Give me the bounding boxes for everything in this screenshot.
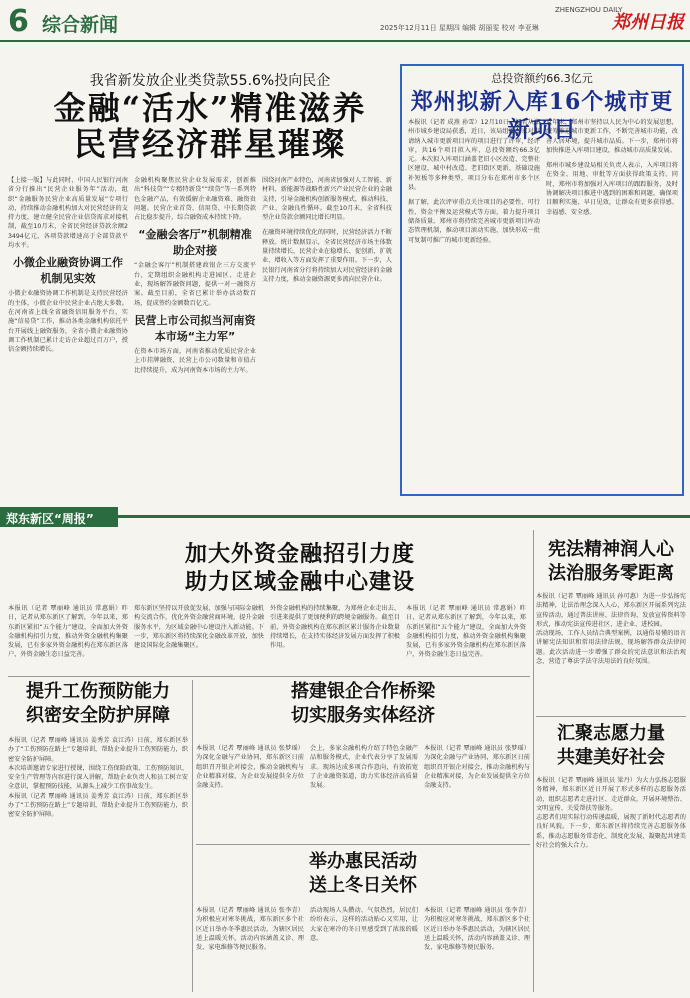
masthead xyxy=(0,0,690,42)
lead-headline-line2: 民营经济群星璀璨 xyxy=(73,125,346,163)
feature-box xyxy=(400,64,684,496)
page-number: 6 xyxy=(8,4,29,39)
feature-column-1: 本报讯（记者 成燕 孙雪）12月10日，记者从郑州市城乡建设局获悉，近日，该局组织专家对申请纳入城市更新项目库的项目进行了评审，经评审，共16个项目拟入库，总投资额约66.3亿元。本次拟入库项目涵盖老旧小区改造、完整社区建设、城中村改造、老旧街区更新、基础设施补短板等多种类型，项目分布在郑州市多个区县。 据了解，此次评审重点关注项目的必要性、可行性、资金平衡及运营模式等方面，着力提升项目储备质量。郑州市将持续完善城市更新项目库动态管理机制，推动项目滚动实施，加快形成一批可复制可推广的城市更新经验。 xyxy=(408,119,540,244)
law-body: 本报讯（记者 覃丽峰 通讯员 孙可惠）为进一步弘扬宪法精神，让法治理念深入人心，郑东新区开展系列宪法宣传活动，通过普法讲座、法律咨询、发放宣传资料等形式，推动宪法宣传进社区、进企业、进校园。 活动现场，工作人员结合典型案例，以通俗易懂的语言讲解宪法知识和常用法律法规，现场解答群众法律问题。此次活动进一步增强了群众的宪法意识和法治观念，营造了尊法学法守法用法的良好氛围。 xyxy=(536,593,686,666)
warmth-col-1: 本报讯（记者 覃丽峰 通讯员 张李青）为积极应对寒冬挑战，郑东新区多个社区近日举办冬季惠民活动，为辖区居民送上温暖关怀，活动内容涵盖义诊、理发、家电维修等便民服务。 xyxy=(196,907,304,952)
section-banner-rule xyxy=(118,515,690,518)
bank-col-3: 本报讯（记者 覃丽峰 通讯员 张梦瑶）为深化金融与产业协同，郑东新区日前组织召开银企对接会，推动金融机构与企业精准对接，为企业发展提供全方位金融支持。 xyxy=(424,745,530,790)
warmth-col-2: 活动现场人头攒动、气氛热烈，居民们纷纷表示，这样的活动贴心又实用，让大家在寒冷的冬日里感受到了浓浓的暖意。 xyxy=(310,907,418,942)
bank-col-1: 本报讯（记者 覃丽峰 通讯员 张梦瑶）为深化金融与产业协同，郑东新区日前组织召开银企对接会，推动金融机构与企业精准对接，为企业发展提供全方位金融支持。 xyxy=(196,745,304,790)
volunteer-body: 本报讯（记者 覃丽峰 通讯员 梁丹）为大力弘扬志愿服务精神，郑东新区近日开展了形式多样的志愿服务活动，组织志愿者走进社区、走近群众，开展环境整治、文明宣传、关爱帮扶等服务。 志愿者们用实际行动传递温暖，展现了新时代志愿者的良好风貌。下一步，郑东新区将持续完善志愿服务体系，推动志愿服务常态化、制度化发展，凝聚起共建美好社会的强大合力。 xyxy=(536,777,686,850)
date-meta: 2025年12月11日 星期四 编辑 胡丽雯 校对 李亚琳 xyxy=(380,24,539,32)
feature-column-2: 近年来，郑州市坚持以人民为中心的发展思想，统筹推进城市更新工作，不断完善城市功能，改善人居环境，提升城市品质。下一步，郑州市将加快推进入库项目建设，推动城市高质量发展。 郑州市城乡建设局相关负责人表示，入库项目将在资金、用地、审批等方面获得政策支持。同时，郑州市将加强对入库项目的跟踪服务，及时协调解决项目推进中遇到的困难和问题，确保项目顺利实施、早日见效，让群众有更多获得感、幸福感、安全感。 xyxy=(546,119,678,216)
feature-kicker: 总投资额约66.3亿元 xyxy=(491,72,593,85)
lead-headline xyxy=(30,90,390,168)
lead-column-2: 金融机构聚焦民营企业发展需求，创新推出“科技贷”“专精特新贷”“续贷”等一系列特色金融产品，有效缓解企业融资难、融资贵问题。民营企业首贷、信用贷、中长期贷款占比稳步提升，综合融资成本持续下降。 “金融会客厅”机制精准助企对接 “金融会客厅”机制搭建政银企三方交流平台，定期组织金融机构走进园区、走进企业，现场解答融资问题，提供一对一融资方案。截至目前，全省已累计举办活动数百场，促成签约金额数百亿元。 民营上市公司拟当河南资本市场“主力军” 在资本市场方面，河南省推动优质民营企业上市挂牌融资，民营上市公司数量和市值占比持续提升，成为河南资本市场的主力军。 xyxy=(134,177,256,374)
row-rule xyxy=(196,844,530,845)
finance-col-4: 本报讯（记者 覃丽峰 通讯员 常惠娟）昨日，记者从郑东新区了解到，今年以来，郑东新区紧扣“五个能力”建设，全面加大外资金融机构招引力度，推动外资金融机构集聚发展，已有多家外资金融机构在郑东新区落户，外资金融生态日益完善。 xyxy=(406,605,526,659)
paper-latin-name: ZHENGZHOU DAILY xyxy=(555,6,623,14)
warmth-headline: 举办惠民活动 送上冬日关怀 xyxy=(309,851,417,896)
finance-col-3: 外资金融机构的持续集聚，为郑州企业走出去、引进来提供了更加便利的跨境金融服务。截至目前，外资金融机构在郑东新区累计服务企业数量持续增长，在支持实体经济发展方面发挥了积极作用。 xyxy=(270,605,400,650)
finance-headline: 加大外资金融招引力度 助力区域金融中心建设 xyxy=(184,541,415,595)
column-rule xyxy=(533,530,534,992)
volunteer-headline: 汇聚志愿力量 共建美好社会 xyxy=(557,723,665,768)
row-rule xyxy=(536,716,686,717)
bank-headline: 搭建银企合作桥梁 切实服务实体经济 xyxy=(291,681,435,726)
column-rule xyxy=(192,680,193,992)
warmth-col-3: 本报讯（记者 覃丽峰 通讯员 张李青）为积极应对寒冬挑战，郑东新区多个社区近日举办冬季惠民活动，为辖区居民送上温暖关怀，活动内容涵盖义诊、理发、家电维修等便民服务。 xyxy=(424,907,530,952)
injury-headline: 提升工伤预防能力 织密安全防护屏障 xyxy=(26,681,170,726)
finance-col-1: 本报讯（记者 覃丽峰 通讯员 常惠娟）昨日，记者从郑东新区了解到，今年以来，郑东新区紧扣“五个能力”建设，全面加大外资金融机构招引力度，推动外资金融机构集聚发展，已有多家外资金融机构在郑东新区落户，外资金融生态日益完善。 xyxy=(8,605,128,659)
lead-column-1: 【上接一版】与此同时，中国人民银行河南省分行推出“民营企业服务年”活动，组织“金融服务民营企业高质量发展”专项行动，持续推动金融机构加大对民营经济的支持力度，建立健全民营企业信贷需求对接机制，截至10月末，全省民营经济贷款余额23494亿元，各项贷款增速高于全部贷款平均水平。 小微企业融资协调工作机制见实效 小微企业融资协调工作机制是支持民营经济的主体，小微企业中民营企业占绝大多数。在河南省上线全省融资信用服务平台，实施“信易贷”工作，推动各类金融机构依托平台开展线上融资服务，全省小微企业融资协调工作机制已累计走访企业超过百万户，授信金额持续增长。 xyxy=(8,177,128,354)
law-headline: 宪法精神润人心 法治服务零距离 xyxy=(548,539,674,584)
lead-kicker: 我省新发放企业类贷款55.6%投向民企 xyxy=(89,73,331,88)
lead-headline-line1: 金融“活水”精准滋养 xyxy=(53,90,367,127)
finance-col-2: 郑东新区坚持以开放促发展，加强与国际金融机构交流合作，优化外资金融营商环境，提升金融服务水平，为区域金融中心建设注入新动能。下一步，郑东新区将持续深化金融改革开放，加快建设国际化金融集聚区。 xyxy=(134,605,264,650)
lead-column-3: 围绕河南产业特色，河南省加强对人工智能、新材料、新能源等战略性新兴产业民营企业的金融支持，引导金融机构创新服务模式，推动科技、产业、金融良性循环。截至10月末，全省科技型企业贷款余额同比增长明显。 在融资环境持续优化的同时，民营经济活力不断释放。统计数据显示，全省民营经济市场主体数量持续增长，民营企业在稳增长、促创新、扩就业、增收入等方面发挥了重要作用。下一步，人民银行河南省分行将持续加大对民营经济的金融支持力度，推动金融资源更多流向民营企业。 xyxy=(262,177,392,283)
section-banner: 郑东新区“周报” xyxy=(0,507,118,527)
lead-subhead-3: 民营上市公司拟当河南资本市场“主力军” xyxy=(134,313,256,343)
lead-subhead-1: 小微企业融资协调工作机制见实效 xyxy=(13,256,123,286)
newspaper-logo: 郑州日报 xyxy=(612,12,684,33)
injury-body: 本报讯（记者 覃丽峰 通讯员 姜秀芳 袁江涛）日前，郑东新区举办了“工伤预防在路上”专题培训，帮助企业提升工伤预防能力，织密安全防护屏障。 本次培训邀请专家进行授课，围绕工伤保险政策、工伤预防知识、安全生产管理等内容进行深入讲解，帮助企业负责人和员工树立安全意识，掌握预防技能，从源头上减少工伤事故发生。 本报讯（记者 覃丽峰 通讯员 姜秀芳 袁江涛）日前，郑东新区举办了“工伤预防在路上”专题培训，帮助企业提升工伤预防能力，织密安全防护屏障。 xyxy=(8,737,188,819)
feature-headline: 郑州拟新入库16个城市更新项目 xyxy=(410,89,674,143)
row-rule xyxy=(8,676,530,677)
lead-subhead-2: “金融会客厅”机制精准助企对接 xyxy=(138,228,252,258)
bank-col-2: 会上，多家金融机构介绍了特色金融产品和服务模式，企业代表分享了发展需求。现场达成多项合作意向，有效拓宽了企业融资渠道，助力实体经济高质量发展。 xyxy=(310,745,418,790)
section-title: 综合新闻 xyxy=(42,14,119,36)
